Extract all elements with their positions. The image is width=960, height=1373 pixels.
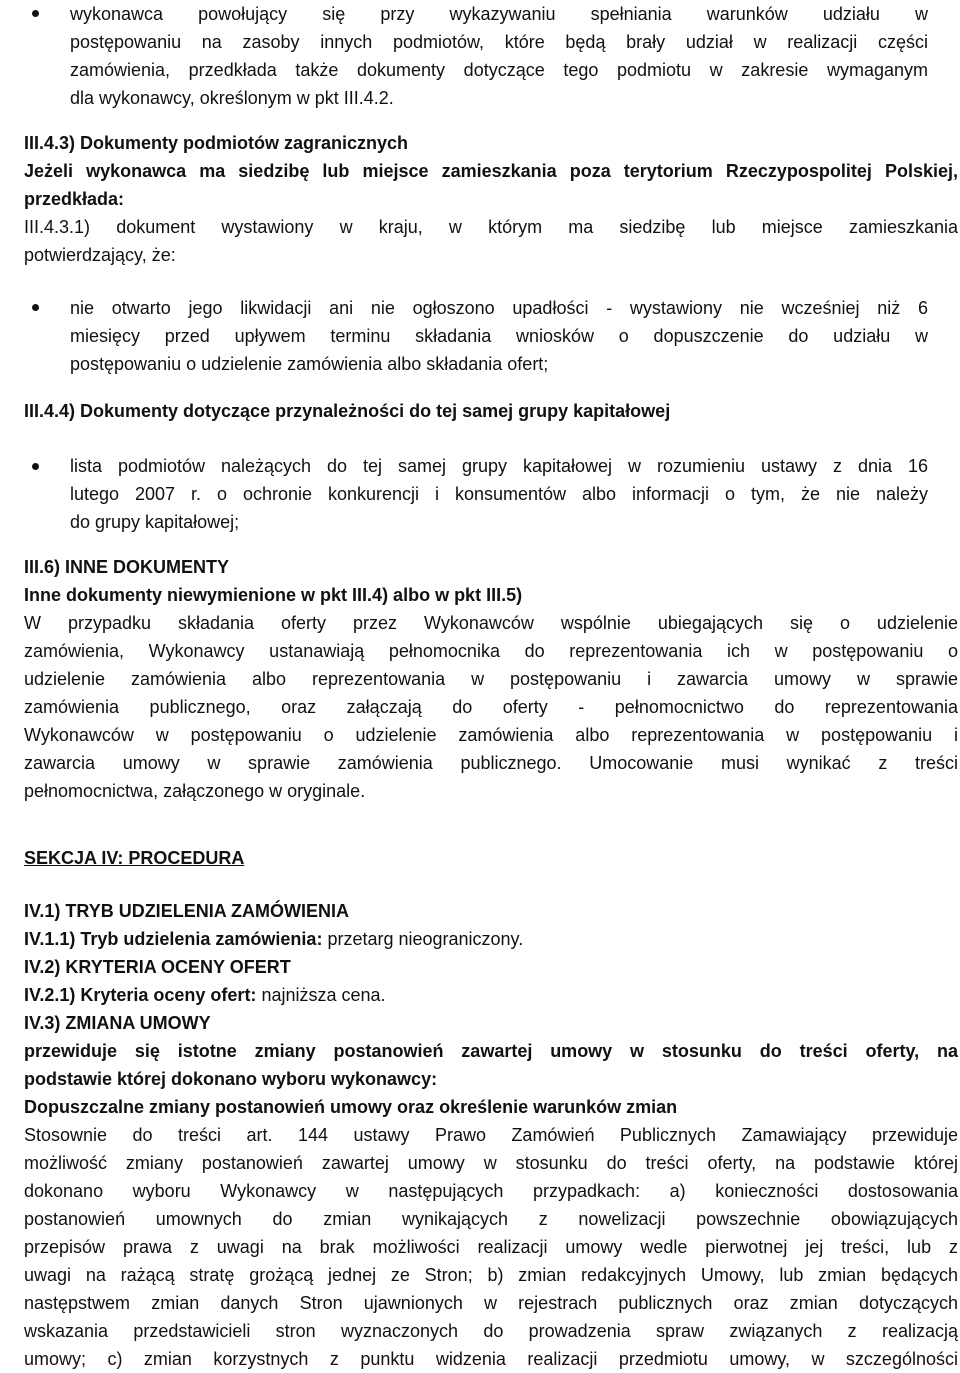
text-line: umowy; c) zmian korzystnych z punktu widzenia realizacji przedmiotu umowy, w szczególności <box>24 1349 958 1369</box>
intro-line: Jeżeli wykonawca ma siedzibę lub miejsce zamieszkania poza terytorium Rzeczypospolitej Polskiej, <box>24 161 958 181</box>
text-line: postępowaniu o udzielenie zamówienia albo składania ofert; <box>70 354 549 374</box>
text-line: pełnomocnictwa, załączonego w oryginale. <box>24 781 366 801</box>
text-line: wskazania przedstawicieli stron wyznaczonych do prowadzenia spraw związanych z realizacją <box>24 1321 958 1341</box>
subsection-heading: Dopuszczalne zmiany postanowień umowy oraz określenie warunków zmian <box>24 1097 678 1117</box>
text-line: miesięcy przed upływem terminu składania wniosków o dopuszczenie do udziału w <box>70 326 928 346</box>
subsection-item <box>24 981 958 1009</box>
section-title: SEKCJA IV: PROCEDURA <box>24 848 245 868</box>
bullet-marker <box>32 304 39 311</box>
text-line: postępowaniu na zasoby innych podmiotów, które będą brały udział w realizacji części <box>70 32 928 52</box>
section-subheading: Inne dokumenty niewymienione w pkt III.4) albo w pkt III.5) <box>24 585 523 605</box>
text-line: postanowień umownych do zmian wynikających z nowelizacji powszechnie obowiązujących <box>24 1209 958 1229</box>
text-line: podstawie której dokonano wyboru wykonawcy: <box>24 1069 438 1089</box>
section-heading: III.6) INNE DOKUMENTY <box>24 557 230 577</box>
item-value: przetarg nieograniczony. <box>322 929 524 949</box>
bullet-marker <box>32 10 39 17</box>
section-heading: III.4.3) Dokumenty podmiotów zagranicznych <box>24 133 409 153</box>
text-line: do grupy kapitałowej; <box>70 512 240 532</box>
text-line: Wykonawców w postępowaniu o udzielenie zamówienia albo reprezentowania w postępowaniu i <box>24 725 958 745</box>
text-line: potwierdzający, że: <box>24 245 176 265</box>
text-line: nie otwarto jego likwidacji ani nie ogłoszono upadłości - wystawiony nie wcześniej niż 6 <box>70 298 928 318</box>
subsection-heading: IV.1) TRYB UDZIELENIA ZAMÓWIENIA <box>24 901 350 921</box>
section-iv-title <box>24 844 244 872</box>
text-line: W przypadku składania oferty przez Wykonawców wspólnie ubiegających się o udzielenie <box>24 613 958 633</box>
bullet-item-liquidation <box>70 294 928 378</box>
text-line: zamówienia, Wykonawcy ustanawiają pełnomocnika do reprezentowania ich w postępowaniu o <box>24 641 958 661</box>
text-line: przepisów prawa z uwagi na brak możliwości realizacji umowy wedle pierwotnej jej treści, lub z <box>24 1237 958 1257</box>
text-line: udzielenie zamówienia albo reprezentowania w postępowaniu i zawarcia umowy w sprawie <box>24 669 958 689</box>
item-label: IV.2.1) Kryteria oceny ofert: <box>24 985 257 1005</box>
text-line: dla wykonawcy, określonym w pkt III.4.2. <box>70 88 394 108</box>
text-line: Stosownie do treści art. 144 ustawy Prawo Zamówień Publicznych Zamawiający przewiduje <box>24 1125 958 1145</box>
text-line: przewiduje się istotne zmiany postanowień zawartej umowy w stosunku do treści oferty, na <box>24 1041 958 1061</box>
subsection-item <box>24 925 958 953</box>
bullet-marker <box>32 463 39 470</box>
intro-line: przedkłada: <box>24 189 125 209</box>
text-line: wykonawca powołujący się przy wykazywaniu spełniania warunków udziału w <box>70 4 928 24</box>
section-iii-6 <box>24 553 958 805</box>
text-line: zamówienia publicznego, oraz załączają do oferty - pełnomocnictwo do reprezentowania <box>24 697 958 717</box>
text-line: zamówienia, przedkłada także dokumenty dotyczące tego podmiotu w zakresie wymaganym <box>70 60 928 80</box>
text-line: dokonano wyboru Wykonawcy w następujących przypadkach: a) konieczności dostosowania <box>24 1181 958 1201</box>
section-iv <box>24 897 958 1373</box>
text-line: następstwem zmian danych Stron ujawnionych w rejestrach publicznych oraz zmian dotyczących <box>24 1293 958 1313</box>
text-line: możliwość zmiany postanowień zawartej umowy w stosunku do treści oferty, na podstawie której <box>24 1153 958 1173</box>
section-iii-4-3 <box>24 129 958 269</box>
text-line: lutego 2007 r. o ochronie konkurencji i konsumentów albo informacji o tym, że nie należy <box>70 484 928 504</box>
subsection-heading: IV.2) KRYTERIA OCENY OFERT <box>24 957 291 977</box>
text-line: uwagi na rażącą stratę grożącą jednej ze Stron; b) zmian redakcyjnych Umowy, lub zmian będących <box>24 1265 958 1285</box>
text-line: zawarcia umowy w sprawie zamówienia publicznego. Umocowanie musi wynikać z treści <box>24 753 958 773</box>
text-line: lista podmiotów należących do tej samej grupy kapitałowej w rozumieniu ustawy z dnia 16 <box>70 456 928 476</box>
subsection-heading: IV.3) ZMIANA UMOWY <box>24 1013 211 1033</box>
section-iii-4-4 <box>24 397 958 425</box>
text-line: III.4.3.1) dokument wystawiony w kraju, w którym ma siedzibę lub miejsce zamieszkania <box>24 217 958 237</box>
item-label: IV.1.1) Tryb udzielenia zamówienia: <box>24 929 323 949</box>
item-value: najniższa cena. <box>256 985 386 1005</box>
section-heading: III.4.4) Dokumenty dotyczące przynależności do tej samej grupy kapitałowej <box>24 401 671 421</box>
bullet-item-subcontractor <box>70 0 928 112</box>
bullet-item-capital-group <box>70 452 928 536</box>
